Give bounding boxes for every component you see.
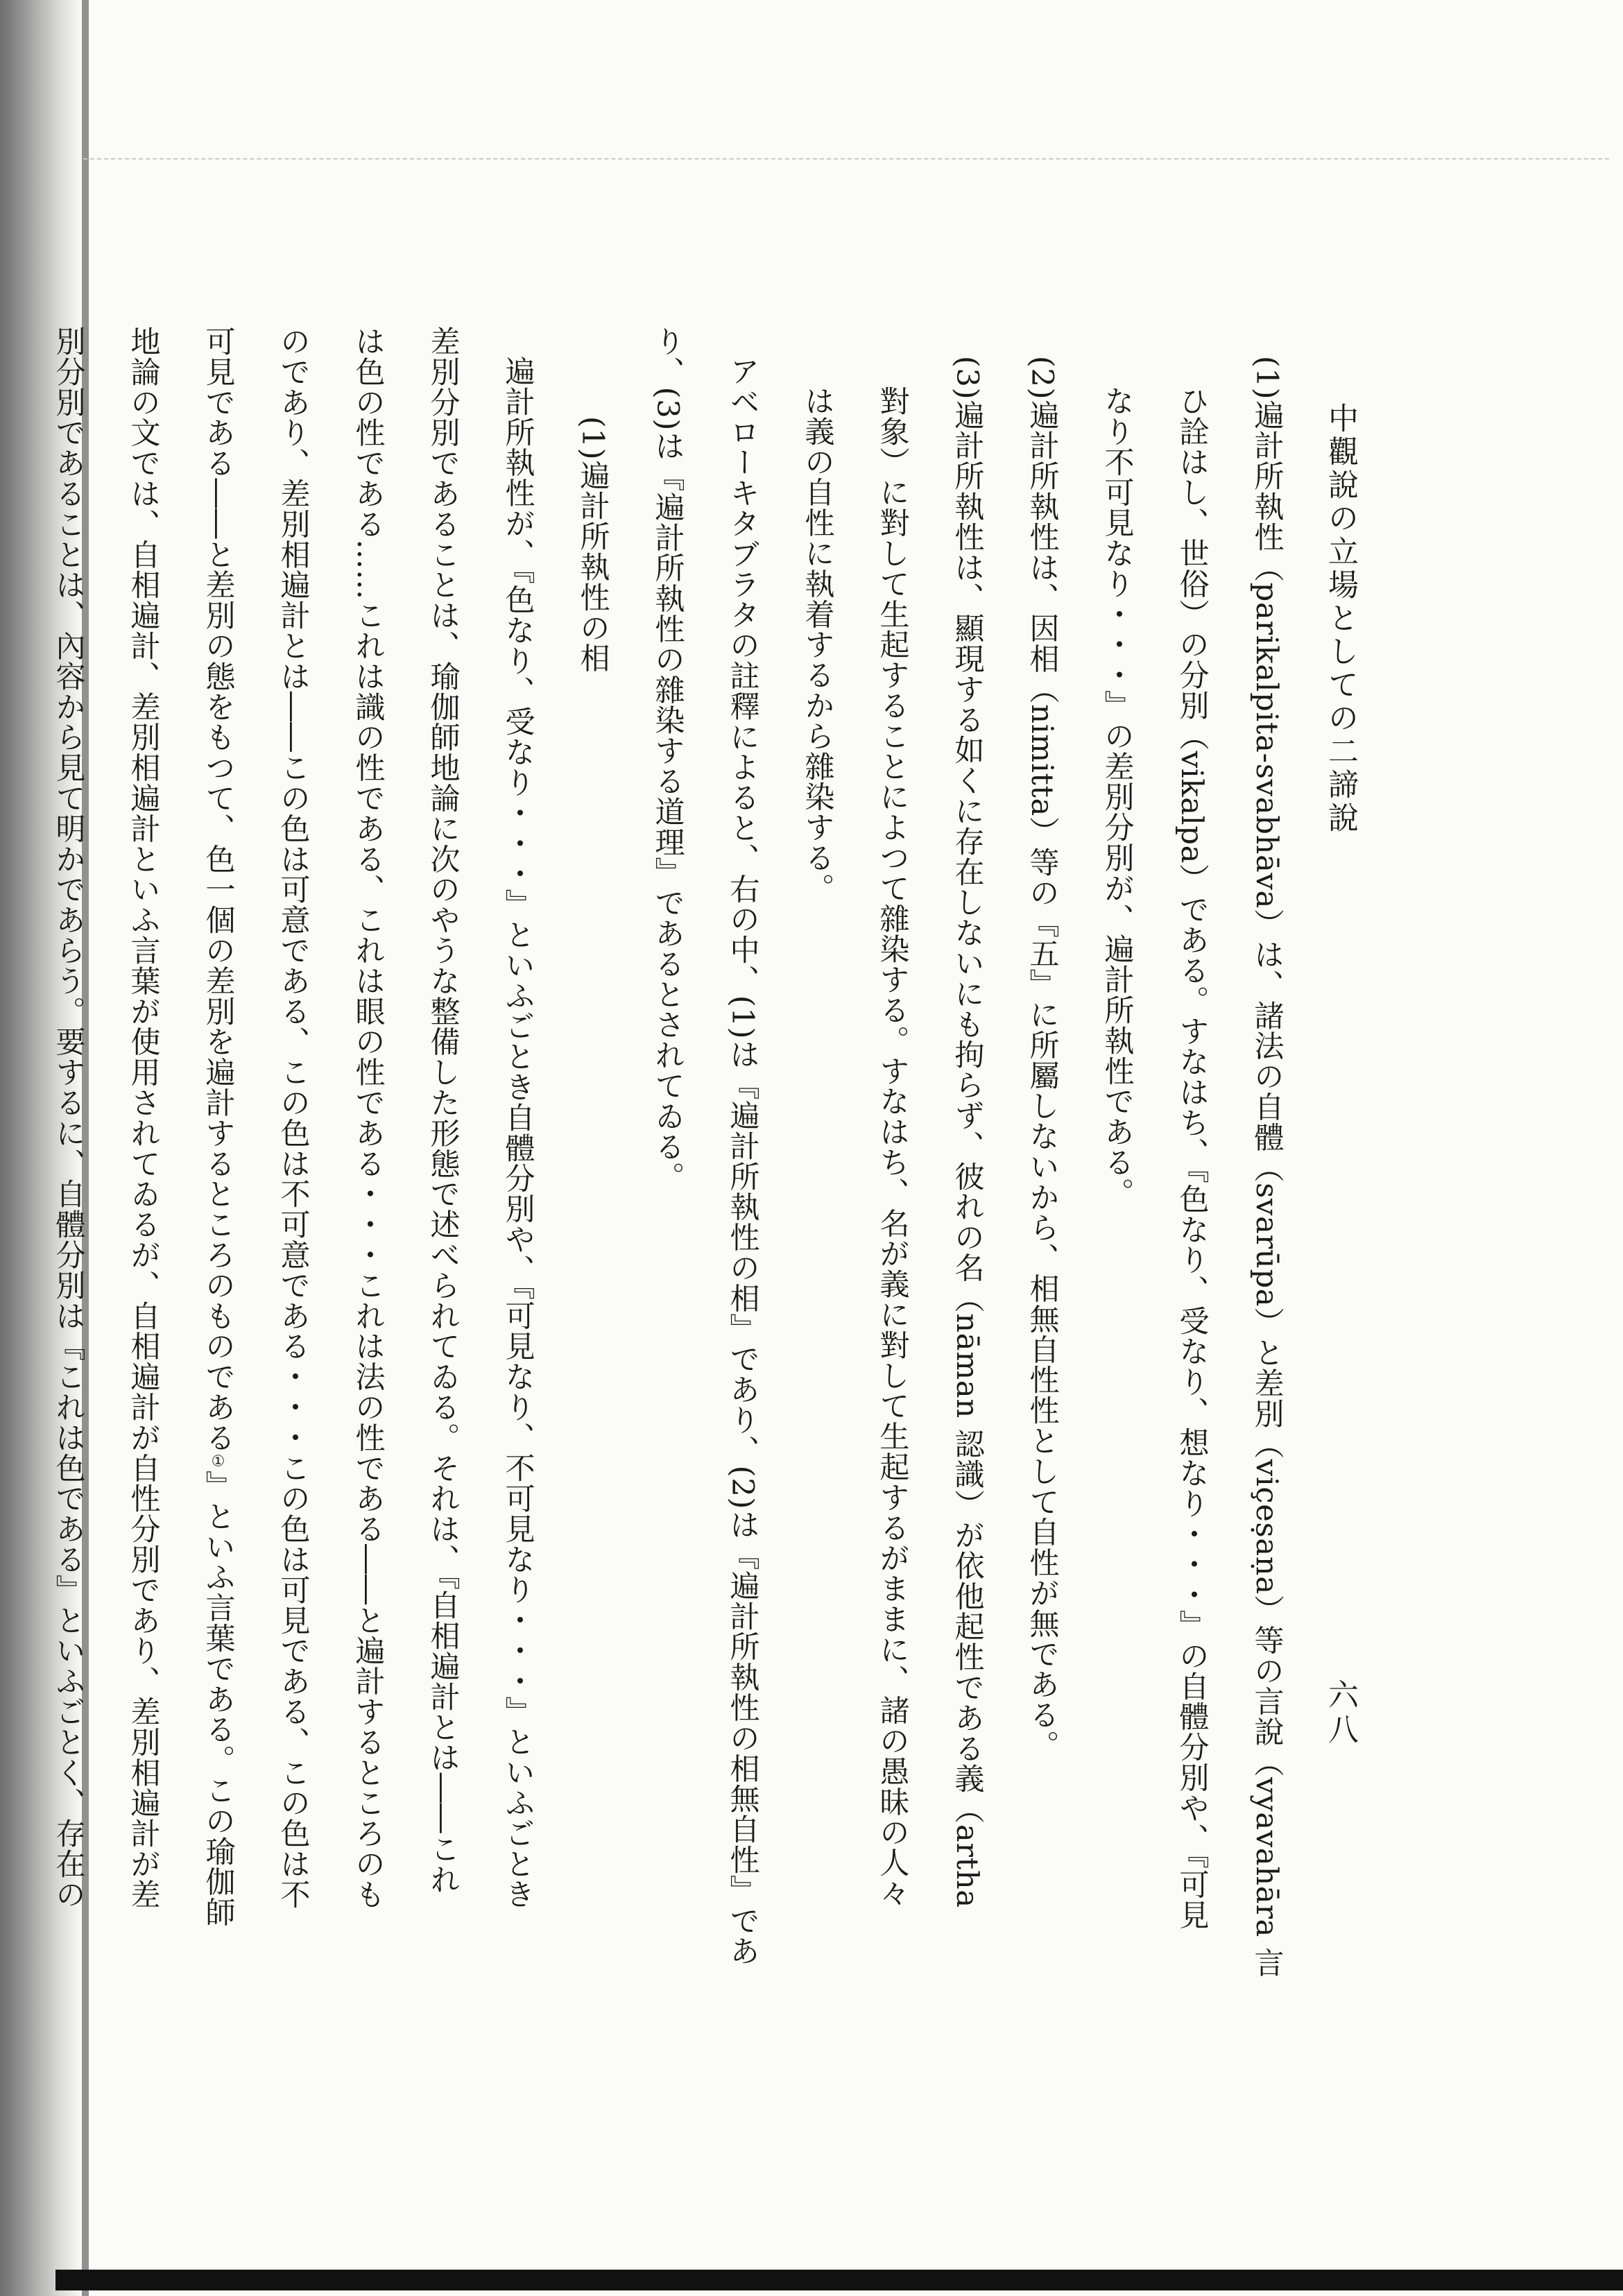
item-marker: (1) (1249, 356, 1284, 400)
line-text: り、(3)は『遍計所執性の雜染する道理』であるとされてゐる。 (650, 326, 685, 1192)
text-line (1079, 326, 1154, 2088)
line-text-rest: 』といふ言葉である。この瑜伽師 (200, 1470, 235, 1928)
section-heading (555, 326, 630, 2088)
text-line (855, 326, 929, 2088)
line-text: 可見である――と差別の態をもつて、色一個の差別を遍計するところのものである (200, 326, 235, 1453)
text-line (1154, 326, 1229, 2088)
bottom-scan-edge (55, 2270, 1623, 2290)
line-text: なり不可見なり・・・』の差別分別が、遍計所執性である。 (1099, 386, 1134, 1208)
text-line (405, 326, 480, 2088)
item-marker: (3) (950, 356, 984, 400)
text-line (1229, 326, 1304, 2088)
text-line (630, 326, 705, 2088)
line-text: は義の自性に執着するから雜染する。 (800, 386, 834, 904)
page-number: 六八 (1323, 1679, 1358, 1748)
text-line (705, 326, 780, 2088)
text-line (255, 326, 330, 2088)
line-text: のであり、差別相遍計とは――この色は可意である、この色は不可意である・・・この色は可見である、この色は不 (275, 326, 310, 1910)
line-text: アベローキタブラタの註釋によると、右の中、(1)は『遍計所執性の相』であり、(2)は『遍計所執性の相無自性』であ (725, 356, 759, 1967)
section-number: (1) (575, 416, 610, 461)
top-scan-rule (83, 158, 1609, 160)
text-line (1004, 326, 1079, 2088)
line-text: 遍計所執性（parikalpita-svabhāva）は、諸法の自體（svarūpa）と差別（viçeṣaṇa）等の言說（vyavahāra 言 (1249, 400, 1284, 1978)
line-text: 別分別であることは、內容から見て明かであらう。要するに、自體分別は『これは色である』といふごとく、存在の (51, 326, 85, 1910)
text-line (929, 326, 1004, 2088)
line-text: 差別分別であることは、瑜伽師地論に次のやうな整備した形態で述べられてゐる。それは、『自相遍計とは――これ (425, 326, 460, 1895)
line-text: は色の性である……これは識の性である、これは眼の性である・・・これは法の性である――と遍計するところのも (350, 326, 385, 1910)
running-title: 中觀說の立場としての二諦說 (1323, 402, 1358, 835)
line-text: 地論の文では、自相遍計、差別相遍計といふ言葉が使用されてゐるが、自相遍計が自性分別であり、差別相遍計が差 (126, 326, 160, 1910)
line-text: 對象）に對して生起することによつて雜染する。すなはち、名が義に對して生起するがままに、諸の愚昧の人々 (875, 386, 909, 1908)
text-line (480, 326, 555, 2088)
text-line (330, 326, 405, 2088)
body-text (31, 326, 1304, 2088)
footnote-reference: ① (209, 1453, 227, 1471)
line-text: 遍計所執性は、顯現する如くに存在しないにも拘らず、彼れの名（nāman 認識）が依他起性である義（artha (950, 400, 984, 1908)
text-line (780, 326, 855, 2088)
line-text: ひ詮はし、世俗）の分別（vikalpa）である。すなはち、『色なり、受なり、想なり・・・』の自體分別や、『可見 (1174, 386, 1209, 1930)
text-line (180, 326, 255, 2088)
item-marker: (2) (1024, 356, 1059, 400)
section-title: 遍計所執性の相 (575, 460, 610, 674)
line-text: 遍計所執性が、『色なり、受なり・・・』といふごとき自體分別や、『可見なり、不可見なり・・・』といふごとき (500, 356, 535, 1910)
text-line (105, 326, 180, 2088)
line-text: 遍計所執性は、因相（nimitta）等の『五』に所屬しないから、相無自性性として自性が無である。 (1024, 400, 1059, 1760)
text-line (31, 326, 105, 2088)
